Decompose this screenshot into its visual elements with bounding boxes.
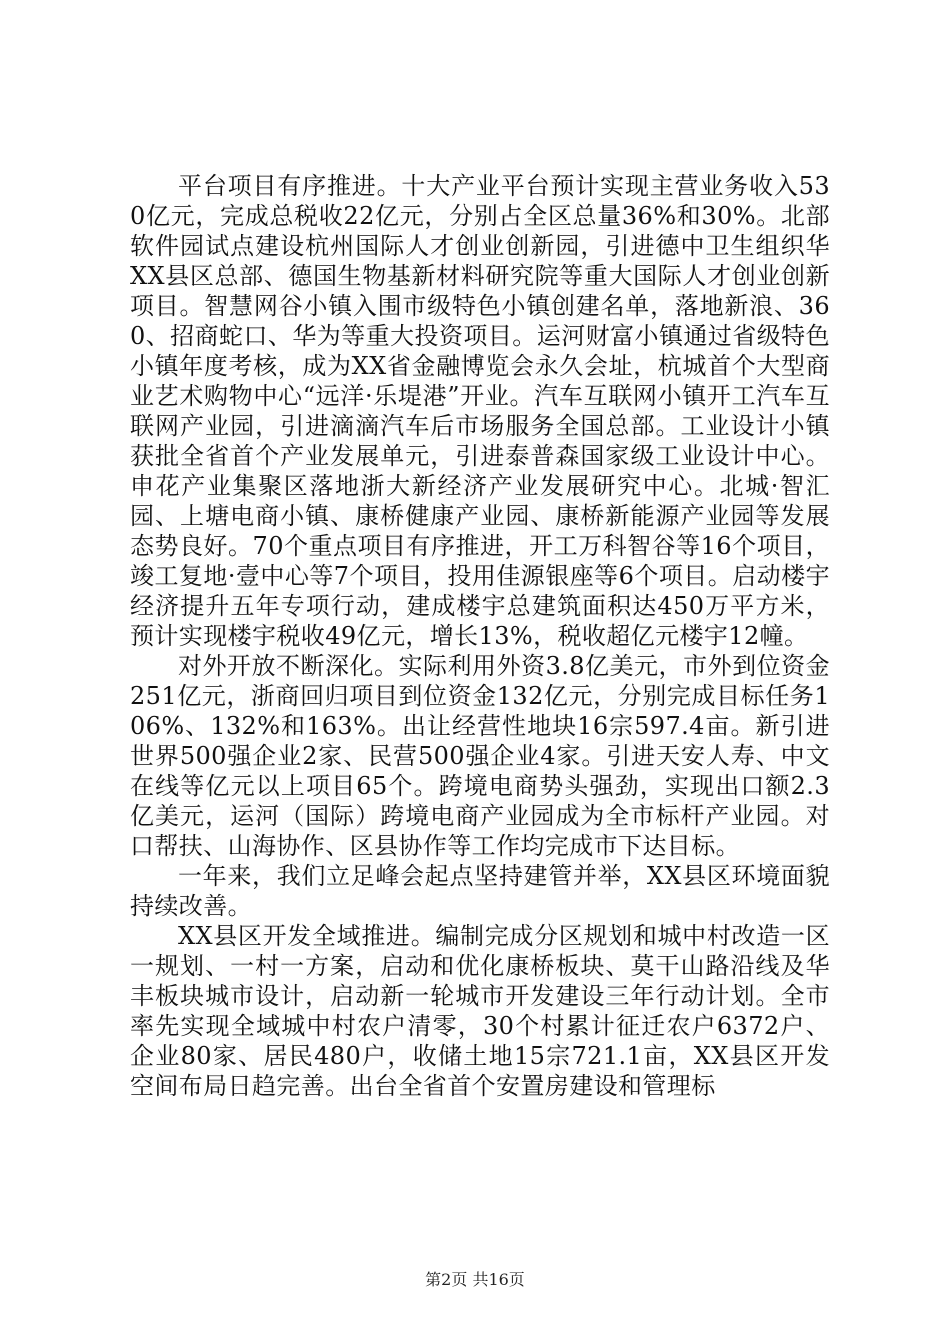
paragraph-platform-projects: 平台项目有序推进。十大产业平台预计实现主营业务收入530亿元，完成总税收22亿元，分别占全区总量36%和30%。北部软件园试点建设杭州国际人才创业创新园，引进德中卫生组织华XX县区总部、德国生物基新材料研究院等重大国际人才创业创新项目。智慧网谷小镇入围市级特色小镇创建名单，落地新浪、360、招商蛇口、华为等重大投资项目。运河财富小镇通过省级特色小镇年度考核，成为XX省金融博览会永久会址，杭城首个大型商业艺术购物中心“远洋·乐堤港”开业。汽车互联网小镇开工汽车互联网产业园，引进滴滴汽车后市场服务全国总部。工业设计小镇获批全省首个产业发展单元，引进泰普森国家级工业设计中心。申花产业集聚区落地浙大新经济产业发展研究中心。北城·智汇园、上塘电商小镇、康桥健康产业园、康桥新能源产业园等发展态势良好。70个重点项目有序推进，开工万科智谷等16个项目，竣工复地·壹中心等7个项目，投用佳源银座等6个项目。启动楼宇经济提升五年专项行动，建成楼宇总建筑面积达450万平方米，预计实现楼宇税收49亿元，增长13%，税收超亿元楼宇12幢。 — [130, 172, 830, 650]
document-body — [130, 171, 830, 1101]
page-number-footer: 第2页 共16页 — [425, 1270, 525, 1289]
paragraph-opening-up: 对外开放不断深化。实际利用外资3.8亿美元，市外到位资金251亿元，浙商回归项目到位资金132亿元，分别完成目标任务106%、132%和163%。出让经营性地块16宗597.4亩。新引进世界500强企业2家、民营500强企业4家。引进天安人寿、中文在线等亿元以上项目65个。跨境电商势头强劲，实现出口额2.3亿美元，运河（国际）跨境电商产业园成为全市标杆产业园。对口帮扶、山海协作、区县协作等工作均完成市下达目标。 — [130, 652, 830, 860]
paragraph-county-development: XX县区开发全域推进。编制完成分区规划和城中村改造一区一规划、一村一方案，启动和优化康桥板块、莫干山路沿线及华丰板块城市设计，启动新一轮城市开发建设三年行动计划。全市率先实现全域城中村农户清零，30个村累计征迁农户6372户、企业80家、居民480户，收储土地15宗721.1亩，XX县区开发空间布局日趋完善。出台全省首个安置房建设和管理标 — [130, 922, 830, 1100]
paragraph-year-summary: 一年来，我们立足峰会起点坚持建管并举，XX县区环境面貌持续改善。 — [130, 862, 830, 920]
